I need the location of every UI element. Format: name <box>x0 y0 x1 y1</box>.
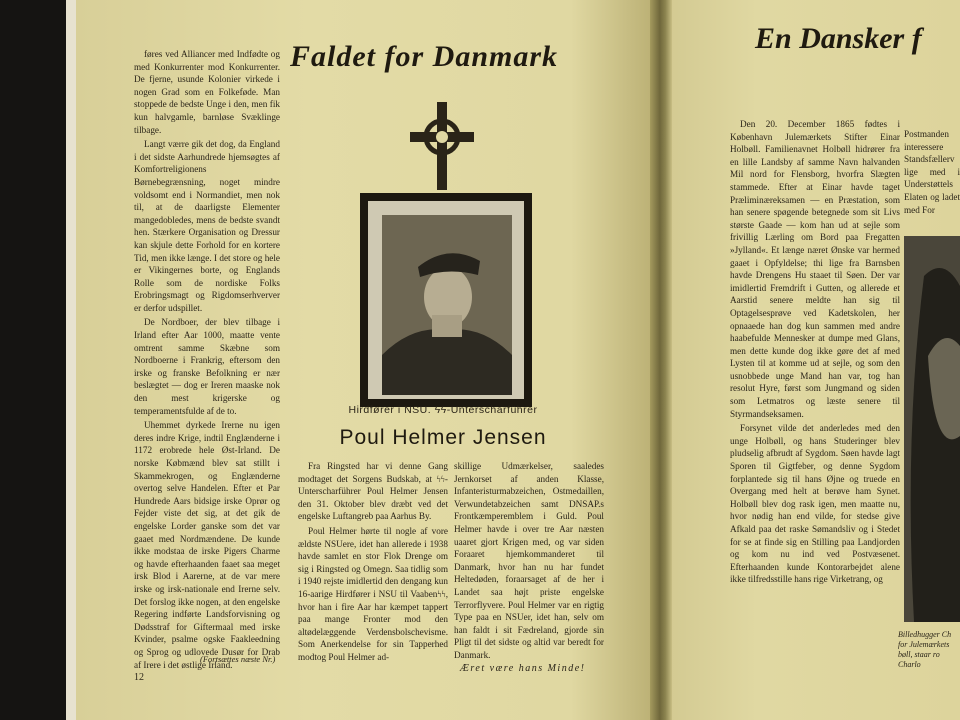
right-column-text <box>730 118 900 588</box>
statue-image <box>904 236 960 622</box>
left-column-text <box>134 48 280 673</box>
continued-note: (Fortsættes næste Nr.) <box>200 654 276 664</box>
portrait-frame <box>360 193 532 407</box>
paragraph: skillige Udmærkelser, saaledes Jernkorset af anden Klasse, Infanteristurmabzeichen, Ostmedaillen, Verwundetabzeichen samt DNSAP.s Frontkæmperemblem i Guld. Poul Helmer havde i over tre Aar næsten uaaret gjort Krigen med, og var siden Foraaret hjemkommanderet til Danmark, hvor han nu har fundet Heltedøden, foraarsaget af de her i Landet saa højt priste engelske Terrorflyvere. Poul Helmer var en rigtig Type paa en NSUer, idet han, selv om han faldt i sit Fædreland, gjorde sin Pligt til det sidste og altid var beredt for Danmark. <box>454 461 604 660</box>
page-edge <box>66 0 76 720</box>
paragraph: Langt værre gik det dog, da England i det sidste Aarhundrede hjemsøgtes af Komfortreligionens Børnebegrænsning, noget mindre voldsomt end i Normandiet, men nok til, at de daarligste Elementer mangedobledes, mens de bedste svandt hen. Stærkere Organisation og Dressur kan skjule dette Forhold for en kortere Tid, men ikke længe. I det store og hele er Vikingernes borte, og Englands Rolle som de nordiske Folks Erobringsmagt og Rigdomserhverver er derfor udspillet. <box>134 139 280 313</box>
paragraph: Uhemmet dyrkede Irerne nu igen deres indre Krige, indtil Englænderne i 1172 erobrede hele Øst-Irland. De norske Købmænd blev sat stillt i Skammekrogen, og Englænderne overtog selve Handelen. Efter et Par Hundrede Aars bidsige irske Oprør og Fejder viste det sig, at det gik de engelske Lorder ganske som det var gaaet med Nordmændene. De kunde ikke modstaa de irske Pigers Charme og havde efterhaanden faaet saa meget irsk Blod i Aarerne, at de var mere irske og irsk-nationale end Irerne selv. Det forslog ikke nogen, at den engelske Regering indførte Landsforvisning og Dødsstraf for Giftermaal med irske Kvinder, psalme ogske Faakleedning og Sprog og udlovede Dusør for Drab af Irere i det østlige Irland. <box>134 420 280 670</box>
page-number: 12 <box>134 672 144 683</box>
article-title: Faldet for Danmark <box>290 40 559 73</box>
paragraph: Forsynet vilde det anderledes med den unge Holbøll, og hans Studeringer blev pludselig afbrudt af Sygdom. Søen havde lagt Sporen til Gigtfeber, og denne Sygdom forplantede sig til hans Øjne og truede en Overgang med helt at berøve ham Synet. Holbøll blev dog rask igen, men maatte nu, hvor nødig han end vilde, for stedse give Afkald paa det raske Sømandsliv og i Stedet for se at finde sig en Stilling paa Landjorden og kom nu ind ved Postvæsenet. Efterhaanden kunde Kontorarbejdet alene ikke tilfredsstille hans rige Virketrang, og <box>730 423 900 585</box>
article-column-2 <box>454 460 604 664</box>
paragraph: Den 20. December 1865 fødtes i København Julemærkets Stifter Einar Holbøll. Familienavnet Holbøll hidrører fra en lille Landsby af samme Navn halvanden Mil nord for Flensborg, hvorfra Slægten stammede. Efter at Einar havde taget Præliminæreksamen — en Præstation, som han senere spøgende betegnede som sit Livs største Gaade — kom han ud at sejle som frivillig Lærling om Bord paa Fregatten »Jylland«. Et længe næret Ønske var hermed gaaet i Opfyldelse; thi lige fra Barnsben havde Drengens Hu staaet til Søen. Der var imidlertid Fremdrift i Gutten, og allerede et Aarstid senere meldte han sig til Optagelsesprøve ved Kadetskolen, her opnaaede han dog kun sammen med andre haabefulde Mennesker at dumpe med Glans, men dette kunde dog ikke gøre det af med Lysten til at komme ud at sejle, og som den usnobbede unge Mand han var, tog han resolut Hyre, først som Jungmand og siden som Letmatros og læste senere til Styrmandseksamen. <box>730 119 900 419</box>
article-column-1 <box>298 460 448 666</box>
right-column-snippet <box>904 128 960 218</box>
portrait-photo <box>382 215 512 395</box>
background-left <box>0 0 68 720</box>
name-caption: Poul Helmer Jensen <box>339 426 547 449</box>
statue-photo <box>904 236 960 622</box>
book-gutter <box>650 0 672 720</box>
closing-line: Æret være hans Minde! <box>460 663 586 674</box>
right-article-title: En Dansker f <box>755 22 922 55</box>
paragraph: føres ved Alliancer med Indfødte og med Konkurrenter mod Konkurrenter. De fjerne, usunde Kolonier virkede i nogen Grad som en Folkeføde. Man stoppede de bedste Unge i den, men fik kun halvgamle, barnløse Svæklinge tilbage. <box>134 49 280 135</box>
rank-caption: Hirdfører i NSU. ϟϟ-Unterscharführer <box>348 404 538 416</box>
paragraph: Fra Ringsted har vi denne Gang modtaget det Sorgens Budskab, at ϟϟ-Unterscharführer Poul Helmer Jensen den 31. Oktober blev dræbt ved det engelske Luftangreb paa Aarhus By. <box>298 461 448 522</box>
soldier-portrait-image <box>382 215 512 395</box>
paragraph: Postmanden interessere Standsfællerv lige med i Understøttels Elaten og ladet med For <box>904 129 960 215</box>
photo-caption: Billedhugger Ch for Julemærkets bøll, staar ro Charlo <box>898 630 952 669</box>
paragraph: De Nordboer, der blev tilbage i Irland efter Aar 1000, maatte vente omtrent samme Skæbne som Nordboerne i Frankrig, eftersom den irske og franske Befolkning er nær beslægtet — dog er Ireren maaske nok den mest krigerske og temperamentsfulde af de to. <box>134 317 280 416</box>
paragraph: Poul Helmer hørte til nogle af vore ældste NSUere, idet han allerede i 1938 havde samlet en stor Flok Drenge om sig i Ringsted og Omegn. Saa tidlig som i 1940 rejste imidlertid den dengang kun 16-aarige Hirdfører i NSU til Vaabenϟϟ, hvor han i fire Aar har kæmpet tappert paa mange Fronter mod den altødelæggende Verdensbolschevisme. Som Anerkendelse for sin Tapperhed modtog Poul Helmer ad- <box>298 525 448 662</box>
celtic-cross-icon <box>406 100 478 192</box>
